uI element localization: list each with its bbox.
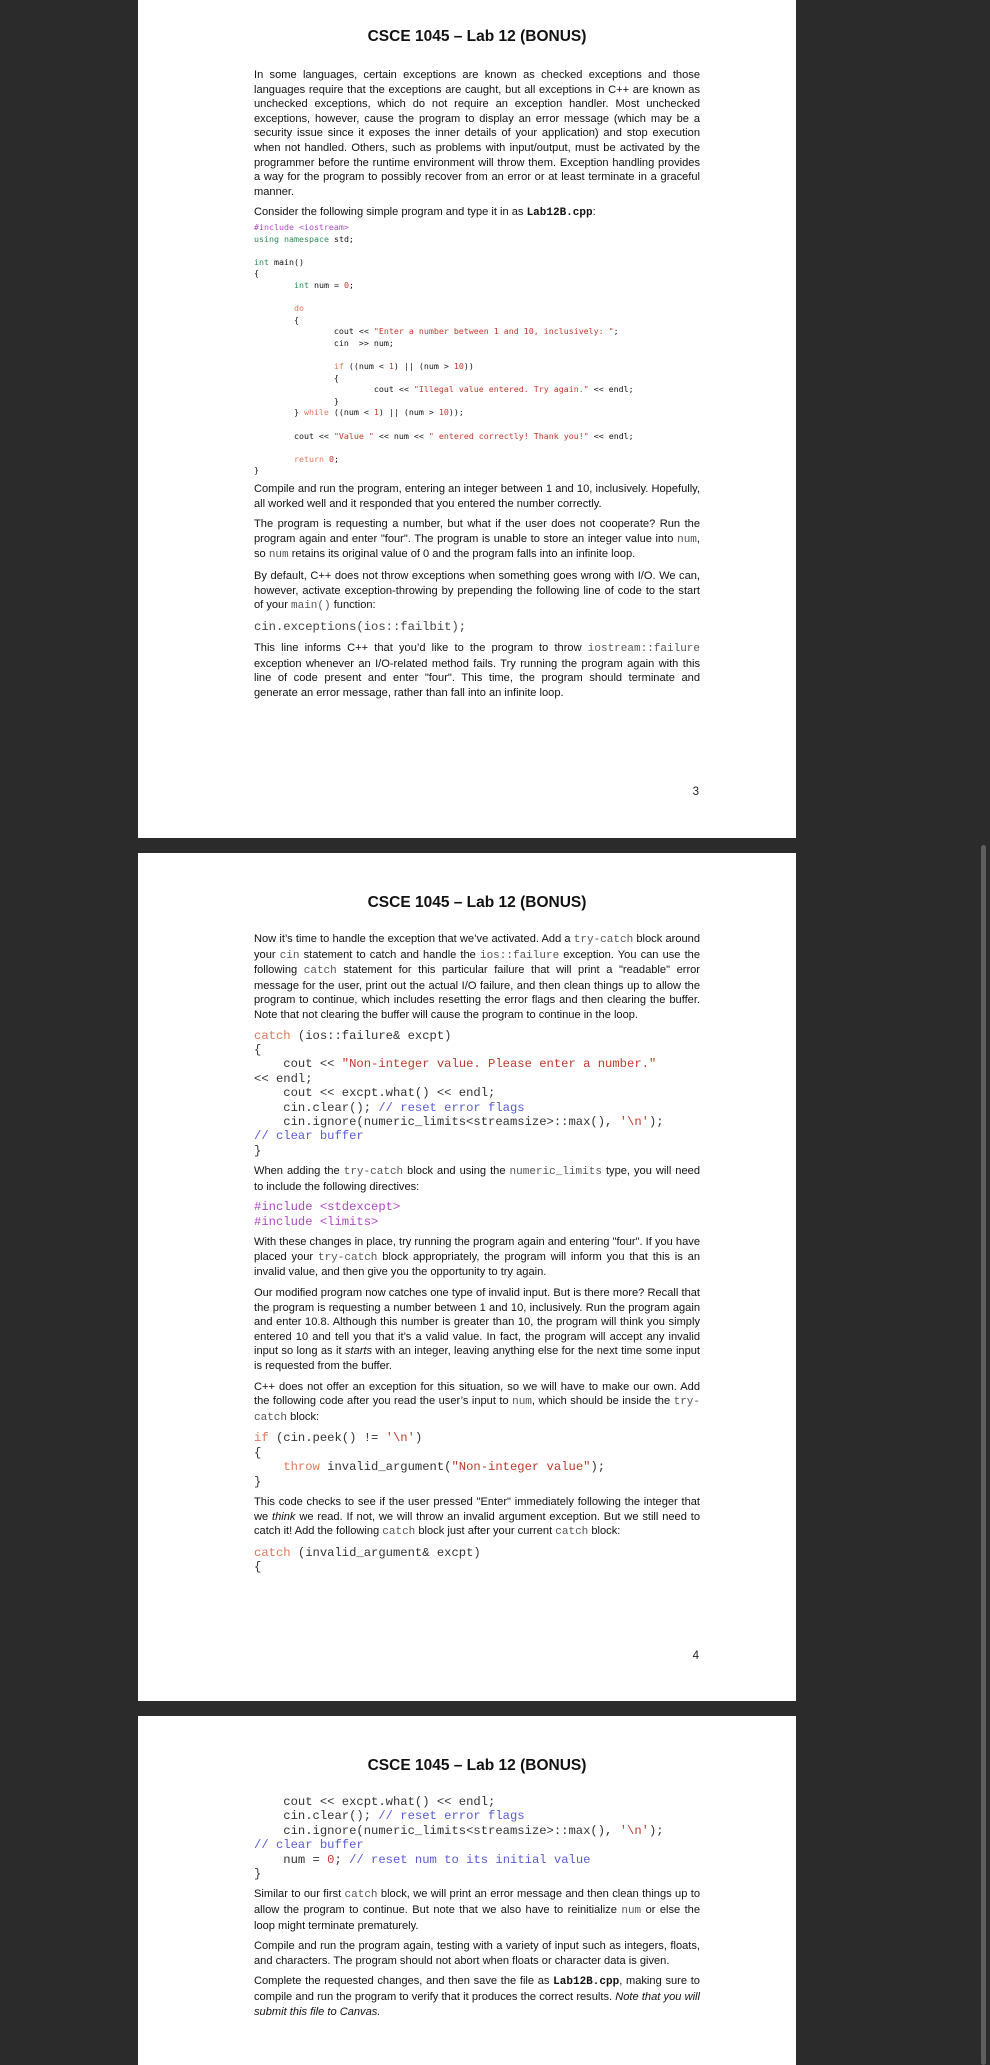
- code-line: }: [254, 395, 339, 406]
- code-line: [254, 349, 700, 361]
- code-line: int num = 0;: [293, 279, 354, 290]
- code-line: using namespace std;: [254, 233, 354, 244]
- paragraph-compile-run: Compile and run the program, entering an integer between 1 and 10, inclusively. Hopefully, all worked well and it responded that you entered the number correctly.: [254, 483, 700, 510]
- code-line: cin >> num;: [254, 337, 394, 348]
- page-title: CSCE 1045 – Lab 12 (BONUS): [367, 1757, 587, 1774]
- code-line: {: [254, 268, 259, 279]
- page-number: 4: [692, 1650, 699, 1662]
- paragraph-informs: This line informs C++ that you’d like to the program to throw iostream::failure exception whenever an I/O-related method fails. Try running the program again with this line of code present and enter "four". This time, the program should terminate and generate an error message, rather than fall into an infinite loop.: [254, 642, 700, 699]
- paragraph-own-exception: C++ does not offer an exception for this situation, so we will have to make our own. Add the following code after you read the user’s input to num, which should be inside the try-catch block:: [254, 1380, 700, 1424]
- page-body: [254, 932, 700, 1575]
- page-number: 3: [692, 786, 699, 798]
- code-line: cout << "Enter a number between 1 and 10, inclusively: ";: [254, 326, 619, 337]
- code-line: }: [254, 465, 259, 476]
- code-line: [254, 292, 700, 304]
- document-page-5: [138, 1716, 796, 2065]
- paragraph-checks-enter: This code checks to see if the user pressed "Enter" immediately following the integer that we think we read. If not, we will throw an invalid argument exception. But we still need to catch it! Add the following catch block just after your current catch block:: [254, 1495, 701, 1539]
- code-line: [254, 245, 700, 257]
- code-catch-body: cout << excpt.what() << endl; cin.clear(); // reset error flags cin.ignore(numeric_limits<streamsize>::max(), '\n'); // clear buffer num = 0; // reset num to its initial value }: [254, 1795, 664, 1882]
- code-peek-throw: if (cin.peek() != '\n') { throw invalid_argument("Non-integer value"); }: [254, 1431, 606, 1489]
- paragraph-similar-catch: Similar to our first catch block, we will print an error message and then clean things up to allow the program to continue. But note that we also have to reinitialize num or else the loop might terminate prematurely.: [254, 1888, 700, 1932]
- code-exceptions-line: cin.exceptions(ios::failbit);: [254, 619, 467, 634]
- code-line: #include <iostream>: [254, 221, 349, 232]
- filename: Lab12B.cpp: [526, 207, 593, 220]
- paragraph-compile-again: Compile and run the program again, testing with a variety of input such as integers, floats, and characters. The program should not abort when floats or character data is given.: [254, 1940, 700, 1967]
- code-line: } while ((num < 1) || (num > 10));: [254, 407, 464, 418]
- code-line: cout << "Illegal value entered. Try again." << endl;: [254, 384, 634, 395]
- paragraph-consider: Consider the following simple program and type it in as Lab12B.cpp:: [254, 206, 596, 220]
- code-line: {: [254, 372, 339, 383]
- paragraph-complete-changes: Complete the requested changes, and then save the file as Lab12B.cpp, making sure to compile and run the program to verify that it produces the correct results. Note that you will submit this file to Canvas.: [254, 1975, 700, 2018]
- page-body: [254, 1795, 700, 2025]
- paragraph-checked-exceptions: In some languages, certain exceptions are known as checked exceptions and those languages require that the exceptions are caught, but all exceptions in C++ are known as unchecked exceptions, which do not require an exception handler. Most unchecked exceptions, however, cause the program to display an error message (which may be a security issue since it exposes the inner details of your application) and stop execution when not handled. Others, such as problems with input/output, must be activated by the programmer before the runtime environment will throw them. Exception handling provides a way for the program to possibly recover from an error or at least terminate in a graceful manner.: [254, 69, 700, 198]
- page-title: CSCE 1045 – Lab 12 (BONUS): [367, 894, 587, 911]
- code-line: do: [293, 303, 304, 314]
- page-body: [254, 68, 700, 707]
- code-listing: [254, 222, 700, 477]
- code-line: if ((num < 1) || (num > 10)): [333, 361, 474, 372]
- code-catch-invalid-argument: catch (invalid_argument& excpt) {: [254, 1545, 481, 1575]
- paragraph-handle-exception: Now it’s time to handle the exception that we’ve activated. Add a try-catch block around your cin statement to catch and handle the ios::failure exception. You can use the following catch statement for this particular failure that will print a "readable" error message for the user, print out the actual I/O failure, and then clean things up to allow the program to continue, which includes resetting the error flags and then clearing the buffer. Note that not clearing the buffer will cause the program to continue in the loop.: [254, 933, 701, 1021]
- code-line: [254, 419, 700, 431]
- paragraph-default-exceptions: By default, C++ does not throw exceptions when something goes wrong with I/O. We can, however, activate exception-throwing by prepending the following line of code to the start of your main() function:: [254, 569, 700, 613]
- paragraph-changes-in-place: With these changes in place, try running the program again and entering "four". If you have placed your try-catch block appropriately, the program will inform you that this is an invalid value, and then give you the opportunity to try again.: [254, 1236, 701, 1279]
- code-line: int main(): [254, 256, 304, 267]
- code-line: [254, 442, 700, 454]
- document-page-4: [138, 853, 796, 1701]
- code-line: cout << "Value " << num << " entered correctly! Thank you!" << endl;: [254, 430, 634, 441]
- code-line: return 0;: [293, 453, 339, 464]
- code-catch-failure: catch (ios::failure& excpt) { cout << "Non-integer value. Please enter a number." << endl; cout << excpt.what() << endl; cin.clear(); // reset error flags cin.ignore(numeric_limits<streamsize>::max(), '\n'); // clear buffer }: [254, 1028, 664, 1158]
- filename: Lab12B.cpp: [553, 1976, 620, 1989]
- paragraph-directives: When adding the try-catch block and using the numeric_limits type, you will need to include the following directives:: [254, 1165, 700, 1193]
- document-page-3: [138, 0, 796, 838]
- paragraph-user-cooperate: The program is requesting a number, but what if the user does not cooperate? Run the program again and enter "four". The program is unable to store an integer value into num, so num retains its original value of 0 and the program falls into an infinite loop.: [254, 518, 700, 562]
- vertical-scrollbar[interactable]: [981, 845, 986, 2065]
- page-title: CSCE 1045 – Lab 12 (BONUS): [367, 28, 587, 45]
- paragraph-more-invalid-input: Our modified program now catches one type of invalid input. But is there more? Recall that the program is requesting a number between 1 and 10, inclusively. Run the program again and enter 10.8. Although this number is greater than 10, the program will think you simply entered 10 and tell you that it’s a valid value. In fact, the program will accept any invalid input so long as it starts with an integer, leaving anything else for the next time some input is requested from the buffer.: [254, 1287, 701, 1372]
- code-includes: #include <stdexcept> #include <limits>: [254, 1200, 401, 1229]
- code-line: {: [254, 314, 299, 325]
